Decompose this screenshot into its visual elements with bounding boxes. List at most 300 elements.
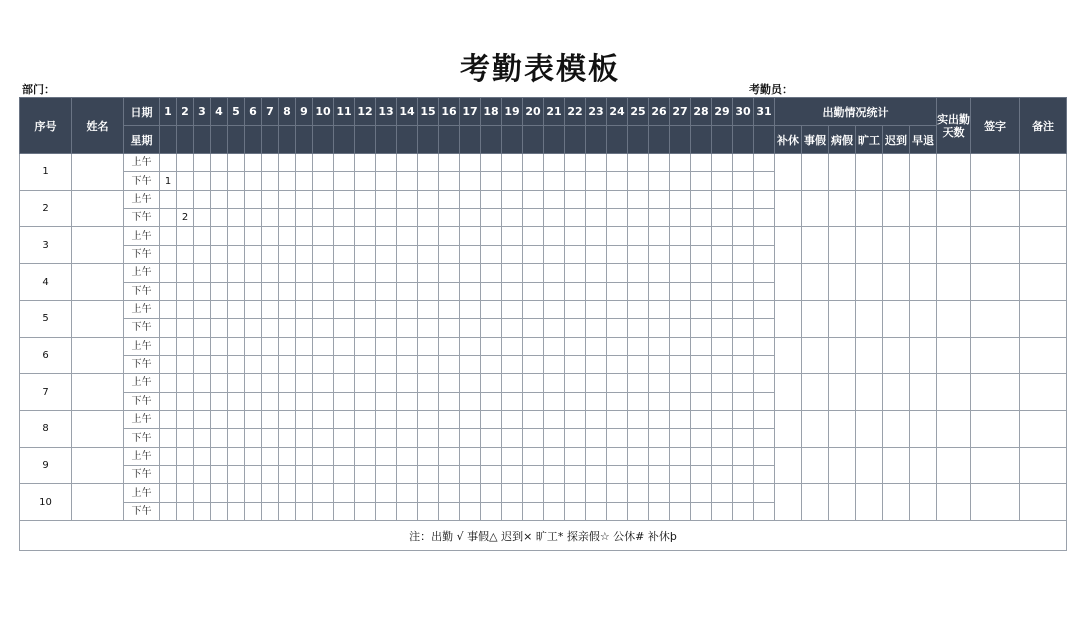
stat-cell[interactable] <box>775 374 802 411</box>
stat-cell[interactable] <box>883 337 910 374</box>
day-cell[interactable] <box>523 466 544 484</box>
day-cell[interactable] <box>355 282 376 300</box>
day-cell[interactable] <box>628 447 649 465</box>
day-cell[interactable] <box>712 190 733 208</box>
day-cell[interactable] <box>649 282 670 300</box>
day-cell[interactable] <box>544 429 565 447</box>
day-cell[interactable] <box>670 411 691 429</box>
stat-cell[interactable] <box>775 264 802 301</box>
day-cell[interactable] <box>296 190 313 208</box>
day-cell[interactable] <box>544 466 565 484</box>
day-cell[interactable] <box>418 172 439 190</box>
day-cell[interactable] <box>262 300 279 318</box>
day-cell[interactable] <box>586 245 607 263</box>
day-cell[interactable] <box>649 300 670 318</box>
stat-cell[interactable] <box>856 264 883 301</box>
name-cell[interactable] <box>72 154 124 191</box>
day-cell[interactable] <box>313 245 334 263</box>
day-cell[interactable] <box>586 484 607 502</box>
day-cell[interactable] <box>313 466 334 484</box>
day-cell[interactable] <box>418 282 439 300</box>
day-cell[interactable] <box>754 245 775 263</box>
day-cell[interactable] <box>334 319 355 337</box>
day-cell[interactable] <box>376 264 397 282</box>
day-cell[interactable] <box>334 355 355 373</box>
day-cell[interactable] <box>177 154 194 172</box>
day-cell[interactable] <box>228 411 245 429</box>
day-cell[interactable] <box>194 319 211 337</box>
day-cell[interactable] <box>296 245 313 263</box>
day-cell[interactable] <box>160 466 177 484</box>
actual-days-cell[interactable] <box>937 484 971 521</box>
weekday-cell[interactable] <box>607 126 628 154</box>
day-cell[interactable] <box>670 154 691 172</box>
day-cell[interactable] <box>607 264 628 282</box>
day-cell[interactable] <box>228 447 245 465</box>
day-cell[interactable] <box>628 300 649 318</box>
day-cell[interactable] <box>670 355 691 373</box>
day-cell[interactable] <box>481 502 502 520</box>
day-cell[interactable] <box>279 264 296 282</box>
day-cell[interactable] <box>481 227 502 245</box>
day-cell[interactable] <box>733 245 754 263</box>
day-cell[interactable] <box>628 484 649 502</box>
day-cell[interactable] <box>418 466 439 484</box>
day-cell[interactable] <box>194 264 211 282</box>
day-cell[interactable] <box>211 172 228 190</box>
day-cell[interactable] <box>313 172 334 190</box>
day-cell[interactable] <box>628 411 649 429</box>
day-cell[interactable] <box>313 374 334 392</box>
stat-cell[interactable] <box>829 227 856 264</box>
day-cell[interactable] <box>586 319 607 337</box>
stat-cell[interactable] <box>856 337 883 374</box>
day-cell[interactable] <box>211 355 228 373</box>
day-cell[interactable] <box>245 209 262 227</box>
day-cell[interactable] <box>313 209 334 227</box>
day-cell[interactable] <box>334 300 355 318</box>
stat-cell[interactable] <box>775 411 802 448</box>
day-cell[interactable] <box>211 227 228 245</box>
weekday-cell[interactable] <box>397 126 418 154</box>
day-cell[interactable] <box>649 447 670 465</box>
day-cell[interactable] <box>628 466 649 484</box>
day-cell[interactable] <box>460 300 481 318</box>
day-cell[interactable] <box>691 227 712 245</box>
day-cell[interactable] <box>245 447 262 465</box>
day-cell[interactable] <box>523 411 544 429</box>
remarks-cell[interactable] <box>1020 411 1067 448</box>
day-cell[interactable] <box>544 411 565 429</box>
day-cell[interactable]: 1 <box>160 172 177 190</box>
day-cell[interactable] <box>262 447 279 465</box>
day-cell[interactable] <box>439 264 460 282</box>
day-cell[interactable] <box>523 374 544 392</box>
day-cell[interactable] <box>279 374 296 392</box>
day-cell[interactable] <box>670 337 691 355</box>
day-cell[interactable] <box>460 429 481 447</box>
day-cell[interactable] <box>296 429 313 447</box>
day-cell[interactable] <box>194 337 211 355</box>
signature-cell[interactable] <box>971 190 1020 227</box>
day-cell[interactable] <box>194 484 211 502</box>
stat-cell[interactable] <box>829 447 856 484</box>
day-cell[interactable] <box>355 172 376 190</box>
day-cell[interactable] <box>733 466 754 484</box>
day-cell[interactable] <box>160 209 177 227</box>
day-cell[interactable] <box>262 264 279 282</box>
day-cell[interactable] <box>228 172 245 190</box>
day-cell[interactable] <box>418 374 439 392</box>
weekday-cell[interactable] <box>544 126 565 154</box>
day-cell[interactable] <box>439 319 460 337</box>
day-cell[interactable] <box>355 245 376 263</box>
day-cell[interactable] <box>733 264 754 282</box>
day-cell[interactable] <box>313 429 334 447</box>
day-cell[interactable] <box>460 245 481 263</box>
day-cell[interactable] <box>481 154 502 172</box>
stat-cell[interactable] <box>829 300 856 337</box>
day-cell[interactable] <box>481 190 502 208</box>
weekday-cell[interactable] <box>245 126 262 154</box>
day-cell[interactable] <box>376 355 397 373</box>
day-cell[interactable] <box>649 172 670 190</box>
day-cell[interactable] <box>607 300 628 318</box>
day-cell[interactable] <box>565 227 586 245</box>
day-cell[interactable] <box>712 447 733 465</box>
day-cell[interactable] <box>628 319 649 337</box>
day-cell[interactable] <box>376 282 397 300</box>
day-cell[interactable] <box>649 429 670 447</box>
day-cell[interactable] <box>523 319 544 337</box>
day-cell[interactable] <box>228 484 245 502</box>
day-cell[interactable] <box>670 245 691 263</box>
stat-cell[interactable] <box>775 154 802 191</box>
day-cell[interactable] <box>607 172 628 190</box>
day-cell[interactable] <box>211 411 228 429</box>
signature-cell[interactable] <box>971 227 1020 264</box>
day-cell[interactable] <box>754 355 775 373</box>
day-cell[interactable] <box>279 300 296 318</box>
day-cell[interactable] <box>418 392 439 410</box>
stat-cell[interactable] <box>910 337 937 374</box>
day-cell[interactable] <box>691 411 712 429</box>
remarks-cell[interactable] <box>1020 264 1067 301</box>
day-cell[interactable] <box>439 466 460 484</box>
day-cell[interactable] <box>418 264 439 282</box>
stat-cell[interactable] <box>910 154 937 191</box>
day-cell[interactable] <box>733 447 754 465</box>
day-cell[interactable] <box>712 466 733 484</box>
day-cell[interactable] <box>586 264 607 282</box>
day-cell[interactable] <box>712 245 733 263</box>
day-cell[interactable] <box>194 190 211 208</box>
day-cell[interactable] <box>502 190 523 208</box>
day-cell[interactable] <box>523 447 544 465</box>
day-cell[interactable] <box>376 209 397 227</box>
day-cell[interactable] <box>194 374 211 392</box>
stat-cell[interactable] <box>802 411 829 448</box>
day-cell[interactable] <box>754 429 775 447</box>
day-cell[interactable] <box>439 429 460 447</box>
stat-cell[interactable] <box>802 190 829 227</box>
weekday-cell[interactable] <box>211 126 228 154</box>
day-cell[interactable] <box>228 245 245 263</box>
stat-cell[interactable] <box>910 447 937 484</box>
signature-cell[interactable] <box>971 411 1020 448</box>
day-cell[interactable] <box>211 337 228 355</box>
day-cell[interactable] <box>502 392 523 410</box>
day-cell[interactable] <box>211 466 228 484</box>
day-cell[interactable] <box>177 429 194 447</box>
weekday-cell[interactable] <box>355 126 376 154</box>
name-cell[interactable] <box>72 227 124 264</box>
day-cell[interactable]: 2 <box>177 209 194 227</box>
weekday-cell[interactable] <box>439 126 460 154</box>
day-cell[interactable] <box>262 209 279 227</box>
day-cell[interactable] <box>670 319 691 337</box>
day-cell[interactable] <box>334 392 355 410</box>
day-cell[interactable] <box>262 411 279 429</box>
weekday-cell[interactable] <box>586 126 607 154</box>
stat-cell[interactable] <box>910 300 937 337</box>
stat-cell[interactable] <box>883 300 910 337</box>
day-cell[interactable] <box>355 429 376 447</box>
day-cell[interactable] <box>160 245 177 263</box>
day-cell[interactable] <box>194 447 211 465</box>
day-cell[interactable] <box>523 227 544 245</box>
day-cell[interactable] <box>228 337 245 355</box>
day-cell[interactable] <box>628 337 649 355</box>
day-cell[interactable] <box>279 154 296 172</box>
weekday-cell[interactable] <box>628 126 649 154</box>
day-cell[interactable] <box>754 447 775 465</box>
weekday-cell[interactable] <box>160 126 177 154</box>
day-cell[interactable] <box>177 411 194 429</box>
stat-cell[interactable] <box>910 484 937 521</box>
day-cell[interactable] <box>607 355 628 373</box>
weekday-cell[interactable] <box>733 126 754 154</box>
day-cell[interactable] <box>502 227 523 245</box>
day-cell[interactable] <box>262 319 279 337</box>
day-cell[interactable] <box>177 319 194 337</box>
day-cell[interactable] <box>544 172 565 190</box>
stat-cell[interactable] <box>829 264 856 301</box>
day-cell[interactable] <box>670 466 691 484</box>
day-cell[interactable] <box>502 447 523 465</box>
day-cell[interactable] <box>565 300 586 318</box>
stat-cell[interactable] <box>775 484 802 521</box>
weekday-cell[interactable] <box>481 126 502 154</box>
day-cell[interactable] <box>712 154 733 172</box>
day-cell[interactable] <box>418 300 439 318</box>
day-cell[interactable] <box>279 466 296 484</box>
day-cell[interactable] <box>691 190 712 208</box>
day-cell[interactable] <box>607 484 628 502</box>
stat-cell[interactable] <box>802 374 829 411</box>
day-cell[interactable] <box>712 337 733 355</box>
day-cell[interactable] <box>296 392 313 410</box>
day-cell[interactable] <box>262 190 279 208</box>
day-cell[interactable] <box>418 245 439 263</box>
day-cell[interactable] <box>296 337 313 355</box>
day-cell[interactable] <box>460 337 481 355</box>
day-cell[interactable] <box>228 502 245 520</box>
stat-cell[interactable] <box>775 447 802 484</box>
weekday-cell[interactable] <box>279 126 296 154</box>
day-cell[interactable] <box>691 282 712 300</box>
day-cell[interactable] <box>733 337 754 355</box>
day-cell[interactable] <box>439 502 460 520</box>
day-cell[interactable] <box>376 466 397 484</box>
day-cell[interactable] <box>355 337 376 355</box>
day-cell[interactable] <box>397 466 418 484</box>
day-cell[interactable] <box>228 319 245 337</box>
day-cell[interactable] <box>397 502 418 520</box>
day-cell[interactable] <box>712 300 733 318</box>
day-cell[interactable] <box>754 337 775 355</box>
day-cell[interactable] <box>262 466 279 484</box>
day-cell[interactable] <box>418 227 439 245</box>
day-cell[interactable] <box>544 447 565 465</box>
day-cell[interactable] <box>177 484 194 502</box>
day-cell[interactable] <box>481 264 502 282</box>
day-cell[interactable] <box>160 154 177 172</box>
day-cell[interactable] <box>279 245 296 263</box>
day-cell[interactable] <box>160 374 177 392</box>
day-cell[interactable] <box>649 209 670 227</box>
day-cell[interactable] <box>228 209 245 227</box>
day-cell[interactable] <box>177 172 194 190</box>
day-cell[interactable] <box>177 447 194 465</box>
day-cell[interactable] <box>279 447 296 465</box>
remarks-cell[interactable] <box>1020 447 1067 484</box>
day-cell[interactable] <box>754 282 775 300</box>
day-cell[interactable] <box>544 282 565 300</box>
day-cell[interactable] <box>177 337 194 355</box>
weekday-cell[interactable] <box>691 126 712 154</box>
day-cell[interactable] <box>460 447 481 465</box>
day-cell[interactable] <box>177 355 194 373</box>
stat-cell[interactable] <box>883 190 910 227</box>
day-cell[interactable] <box>691 319 712 337</box>
stat-cell[interactable] <box>883 484 910 521</box>
day-cell[interactable] <box>160 502 177 520</box>
day-cell[interactable] <box>194 245 211 263</box>
stat-cell[interactable] <box>883 264 910 301</box>
day-cell[interactable] <box>586 227 607 245</box>
day-cell[interactable] <box>439 337 460 355</box>
day-cell[interactable] <box>586 190 607 208</box>
day-cell[interactable] <box>397 411 418 429</box>
day-cell[interactable] <box>754 319 775 337</box>
actual-days-cell[interactable] <box>937 154 971 191</box>
day-cell[interactable] <box>586 154 607 172</box>
day-cell[interactable] <box>245 392 262 410</box>
day-cell[interactable] <box>397 429 418 447</box>
stat-cell[interactable] <box>775 337 802 374</box>
day-cell[interactable] <box>177 392 194 410</box>
stat-cell[interactable] <box>910 264 937 301</box>
day-cell[interactable] <box>262 374 279 392</box>
day-cell[interactable] <box>670 447 691 465</box>
remarks-cell[interactable] <box>1020 190 1067 227</box>
day-cell[interactable] <box>712 411 733 429</box>
day-cell[interactable] <box>586 466 607 484</box>
day-cell[interactable] <box>565 154 586 172</box>
day-cell[interactable] <box>691 392 712 410</box>
day-cell[interactable] <box>334 447 355 465</box>
day-cell[interactable] <box>334 484 355 502</box>
day-cell[interactable] <box>670 172 691 190</box>
day-cell[interactable] <box>376 411 397 429</box>
day-cell[interactable] <box>376 154 397 172</box>
weekday-cell[interactable] <box>670 126 691 154</box>
name-cell[interactable] <box>72 337 124 374</box>
day-cell[interactable] <box>194 502 211 520</box>
day-cell[interactable] <box>691 374 712 392</box>
day-cell[interactable] <box>334 429 355 447</box>
day-cell[interactable] <box>460 172 481 190</box>
stat-cell[interactable] <box>775 300 802 337</box>
day-cell[interactable] <box>279 227 296 245</box>
day-cell[interactable] <box>586 172 607 190</box>
day-cell[interactable] <box>691 245 712 263</box>
day-cell[interactable] <box>523 502 544 520</box>
day-cell[interactable] <box>460 355 481 373</box>
day-cell[interactable] <box>397 264 418 282</box>
day-cell[interactable] <box>628 245 649 263</box>
day-cell[interactable] <box>460 282 481 300</box>
day-cell[interactable] <box>296 264 313 282</box>
day-cell[interactable] <box>376 392 397 410</box>
day-cell[interactable] <box>481 355 502 373</box>
day-cell[interactable] <box>628 502 649 520</box>
day-cell[interactable] <box>334 154 355 172</box>
day-cell[interactable] <box>334 190 355 208</box>
day-cell[interactable] <box>607 411 628 429</box>
day-cell[interactable] <box>211 154 228 172</box>
day-cell[interactable] <box>160 227 177 245</box>
day-cell[interactable] <box>376 190 397 208</box>
day-cell[interactable] <box>544 264 565 282</box>
day-cell[interactable] <box>754 172 775 190</box>
day-cell[interactable] <box>245 190 262 208</box>
day-cell[interactable] <box>313 337 334 355</box>
signature-cell[interactable] <box>971 447 1020 484</box>
day-cell[interactable] <box>160 411 177 429</box>
stat-cell[interactable] <box>775 227 802 264</box>
day-cell[interactable] <box>523 190 544 208</box>
day-cell[interactable] <box>334 502 355 520</box>
stat-cell[interactable] <box>883 227 910 264</box>
day-cell[interactable] <box>481 484 502 502</box>
day-cell[interactable] <box>439 190 460 208</box>
day-cell[interactable] <box>376 227 397 245</box>
day-cell[interactable] <box>194 355 211 373</box>
day-cell[interactable] <box>460 227 481 245</box>
day-cell[interactable] <box>649 502 670 520</box>
day-cell[interactable] <box>712 172 733 190</box>
day-cell[interactable] <box>397 245 418 263</box>
day-cell[interactable] <box>279 190 296 208</box>
day-cell[interactable] <box>245 172 262 190</box>
day-cell[interactable] <box>279 411 296 429</box>
day-cell[interactable] <box>649 411 670 429</box>
day-cell[interactable] <box>544 300 565 318</box>
day-cell[interactable] <box>649 355 670 373</box>
day-cell[interactable] <box>628 282 649 300</box>
